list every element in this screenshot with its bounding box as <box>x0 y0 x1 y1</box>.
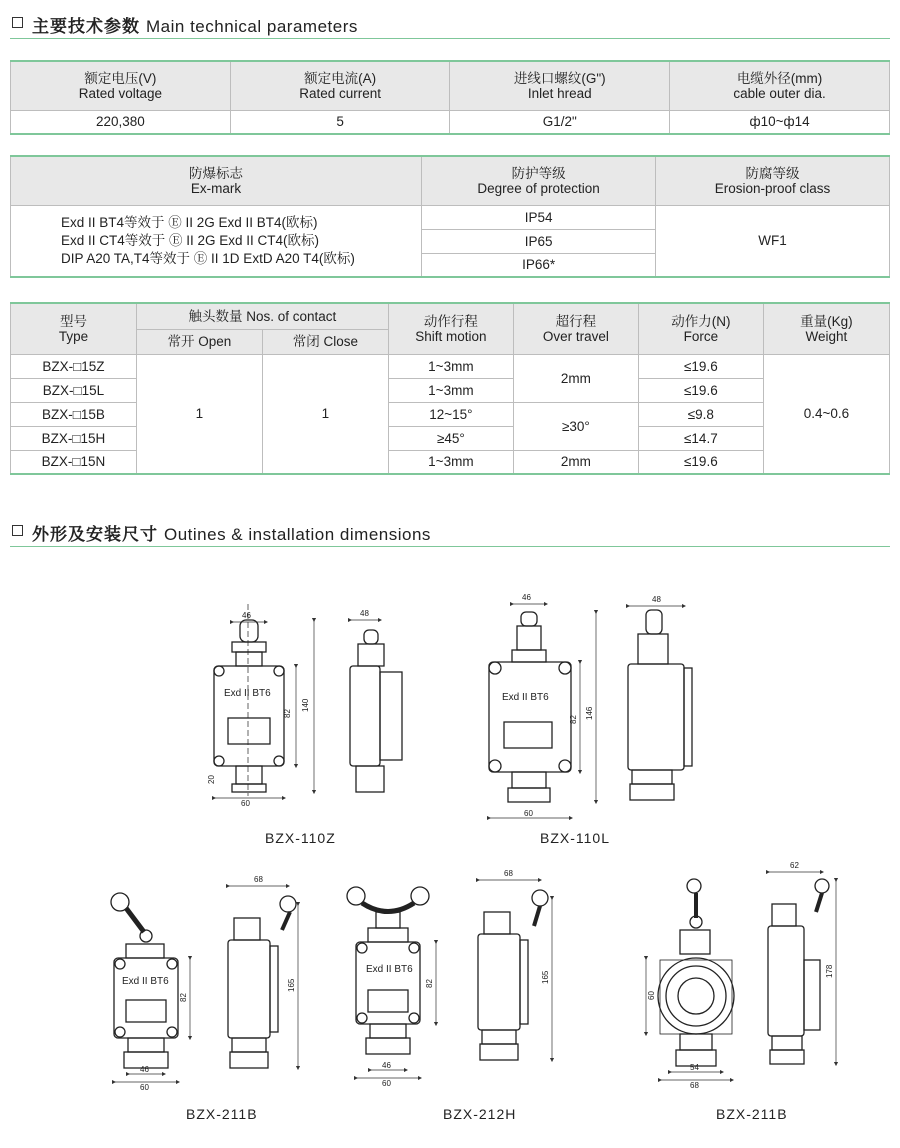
cell-rated-voltage: 220,380 <box>11 110 231 134</box>
drawing-bzx-211b-round-front <box>658 879 734 1066</box>
square-bullet-icon <box>12 525 23 536</box>
drawing-bzx-110l-front <box>489 612 571 802</box>
dimension-label: 165 <box>541 970 550 984</box>
caption-bzx-211b: BZX-211B <box>186 1106 258 1122</box>
dimension-label: 68 <box>690 1081 699 1090</box>
header-inlet-thread: 进线口螺纹(G") Inlet hread <box>450 61 670 110</box>
cell-force: ≤14.7 <box>638 426 763 450</box>
ex-mark-line: Exd II BT4等效于 Ⓔ II 2G Exd II BT4(欧标) <box>61 214 318 230</box>
cell-ex-mark <box>11 205 422 277</box>
dimension-label: 82 <box>569 715 578 724</box>
dimension-label: 46 <box>140 1065 149 1074</box>
dimension-label: 82 <box>283 709 292 718</box>
caption-bzx-110z: BZX-110Z <box>265 830 336 846</box>
cell-force: ≤19.6 <box>638 378 763 402</box>
header-shift: 动作行程 Shift motion <box>388 303 513 354</box>
drawing-bzx-212h-side <box>478 890 548 1060</box>
section-title: 外形及安装尺寸 Outines & installation dimensions <box>32 525 431 544</box>
dimension-label: 165 <box>287 978 296 992</box>
ex-mark-line: DIP A20 TA,T4等效于 Ⓔ II 1D ExtD A20 T4(欧标) <box>61 250 355 266</box>
cell-weight: 0.4~0.6 <box>763 354 889 474</box>
dimension-label: 146 <box>585 706 594 720</box>
dimension-label: 62 <box>790 861 799 870</box>
cell-protection: IP54 <box>422 205 656 229</box>
cell-close: 1 <box>262 354 388 474</box>
header-protection: 防护等级 Degree of protection <box>422 156 656 205</box>
nameplate-label: Exd II BT6 <box>122 976 169 987</box>
dimension-label: 60 <box>647 991 656 1000</box>
drawing-bzx-211b-round-side <box>768 879 829 1064</box>
cell-force: ≤9.8 <box>638 402 763 426</box>
nameplate-label: Exd II BT6 <box>502 692 549 703</box>
dimension-label: 68 <box>504 869 513 878</box>
caption-bzx-110l: BZX-110L <box>540 830 610 846</box>
cell-type: BZX-□15L <box>11 378 137 402</box>
cell-force: ≤19.6 <box>638 354 763 378</box>
section-heading-dimensions <box>10 516 890 547</box>
cell-shift: 1~3mm <box>388 354 513 378</box>
cell-protection: IP65 <box>422 229 656 253</box>
cell-shift: ≥45° <box>388 426 513 450</box>
header-erosion: 防腐等级 Erosion-proof class <box>656 156 890 205</box>
header-cable-diameter: 电缆外径(mm) cable outer dia. <box>670 61 890 110</box>
header-over-travel: 超行程 Over travel <box>513 303 638 354</box>
drawing-bzx-110z-side <box>350 630 402 792</box>
cell-cable-diameter: ф10~ф14 <box>670 110 890 134</box>
dimension-label: 82 <box>179 993 188 1002</box>
cell-erosion: WF1 <box>656 205 890 277</box>
cell-type: BZX-□15N <box>11 450 137 474</box>
header-weight: 重量(Kg) Weight <box>763 303 889 354</box>
header-open: 常开 Open <box>136 329 262 354</box>
header-type: 型号 Type <box>11 303 137 354</box>
cell-over: 2mm <box>513 354 638 402</box>
dimension-label: 60 <box>524 809 533 818</box>
section-title: 主要技术参数 Main technical parameters <box>32 17 358 36</box>
cell-type: BZX-□15Z <box>11 354 137 378</box>
header-rated-voltage: 额定电压(V) Rated voltage <box>11 61 231 110</box>
cell-force: ≤19.6 <box>638 450 763 474</box>
dimension-label: 48 <box>652 595 661 604</box>
type-table <box>10 302 890 475</box>
dimension-label: 46 <box>382 1061 391 1070</box>
cell-shift: 1~3mm <box>388 378 513 402</box>
cell-over: 2mm <box>513 450 638 474</box>
nameplate-label: Exd II BT6 <box>224 688 271 699</box>
dimension-label: 60 <box>382 1079 391 1088</box>
nameplate-label: Exd II BT6 <box>366 964 413 975</box>
header-close: 常闭 Close <box>262 329 388 354</box>
square-bullet-icon <box>12 17 23 28</box>
header-rated-current: 额定电流(A) Rated current <box>230 61 450 110</box>
cell-open: 1 <box>136 354 262 474</box>
cell-over: ≥30° <box>513 402 638 450</box>
rated-parameters-table <box>10 60 890 135</box>
dimension-label: 46 <box>522 593 531 602</box>
section-heading-parameters <box>10 8 890 39</box>
dimension-label: 54 <box>690 1063 699 1072</box>
caption-bzx-212h: BZX-212H <box>443 1106 517 1122</box>
drawing-bzx-110z-front <box>214 604 284 796</box>
dimension-label: 68 <box>254 875 263 884</box>
cell-inlet-thread: G1/2" <box>450 110 670 134</box>
dimension-label: 46 <box>242 611 251 620</box>
drawing-bzx-110l-side <box>628 610 692 800</box>
dimension-label: 140 <box>301 698 310 712</box>
dimension-drawings <box>0 560 900 1148</box>
dimension-label: 60 <box>140 1083 149 1092</box>
ex-mark-line: Exd II CT4等效于 Ⓔ II 2G Exd II CT4(欧标) <box>61 232 320 248</box>
dimension-label: 82 <box>425 979 434 988</box>
dimension-label: 20 <box>207 775 216 784</box>
drawing-bzx-211b-side <box>228 896 296 1068</box>
dimension-label: 48 <box>360 609 369 618</box>
cell-shift: 12~15° <box>388 402 513 426</box>
cell-type: BZX-□15B <box>11 402 137 426</box>
ex-mark-table <box>10 155 890 278</box>
header-ex-mark: 防爆标志 Ex-mark <box>11 156 422 205</box>
header-force: 动作力(N) Force <box>638 303 763 354</box>
caption-bzx-211b-round: BZX-211B <box>716 1106 788 1122</box>
dimension-label: 60 <box>241 799 250 808</box>
cell-protection: IP66* <box>422 253 656 277</box>
dimension-label: 178 <box>825 964 834 978</box>
header-contacts: 触头数量 Nos. of contact <box>136 303 388 329</box>
cell-type: BZX-□15H <box>11 426 137 450</box>
cell-rated-current: 5 <box>230 110 450 134</box>
cell-shift: 1~3mm <box>388 450 513 474</box>
